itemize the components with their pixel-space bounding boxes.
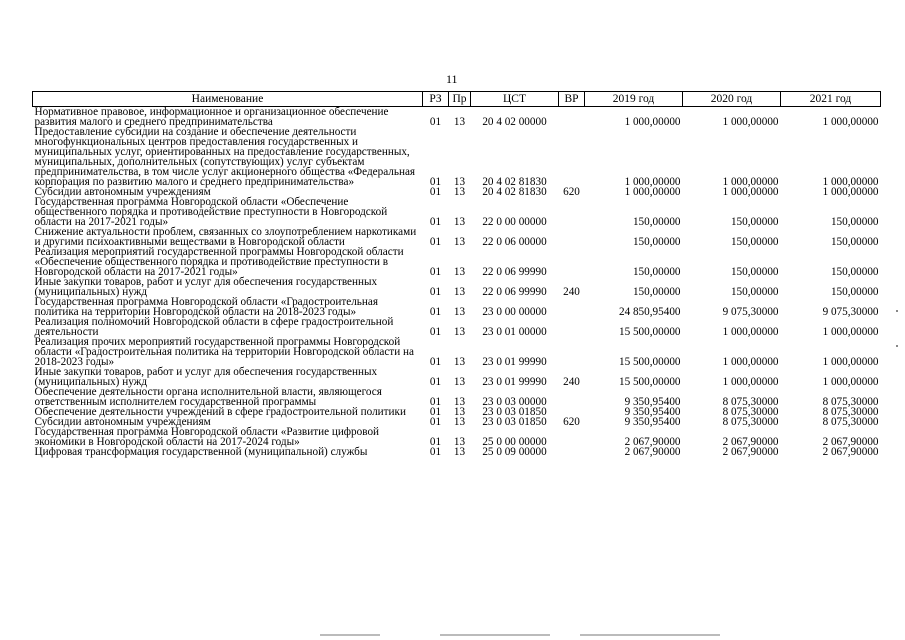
cell-2021: 1 000,00000 — [822, 116, 879, 128]
scan-artifact — [320, 634, 380, 636]
cell-2021: 150,00000 — [830, 266, 879, 278]
cell-vr — [559, 127, 585, 187]
cell-name: Обеспечение деятельности учреждений в сфере градостроительной политики — [34, 406, 406, 418]
cell-pr: 13 — [453, 416, 466, 428]
cell-vr: 240 — [563, 376, 580, 388]
budget-table — [32, 91, 881, 457]
cell-rz: 01 — [429, 446, 442, 458]
cell-vr — [559, 297, 585, 317]
cell-2020: 1 000,00000 — [722, 356, 779, 368]
cell-2020: 150,00000 — [730, 236, 779, 248]
cell-rz: 01 — [429, 186, 442, 198]
table-row — [33, 107, 881, 128]
cell-rz: 01 — [429, 396, 442, 408]
table-row — [33, 277, 881, 297]
cell-2020: 2 067,90000 — [722, 436, 779, 448]
cell-2019: 150,00000 — [632, 236, 681, 248]
cell-2020: 1 000,00000 — [722, 326, 779, 338]
cell-vr: 620 — [563, 416, 580, 428]
cell-2021: 1 000,00000 — [822, 376, 879, 388]
table-body — [33, 107, 881, 458]
cell-pr: 13 — [453, 356, 466, 368]
cell-name: Иные закупки товаров, работ и услуг для обеспечения государственных (муниципальных) нужд — [34, 366, 378, 388]
header-pr: Пр — [449, 92, 471, 107]
cell-2021: 150,00000 — [830, 236, 879, 248]
cell-pr: 13 — [453, 266, 466, 278]
cell-name: Субсидии автономным учреждениям — [34, 416, 211, 428]
table-row — [33, 247, 881, 277]
scan-artifact — [580, 634, 720, 636]
cell-name: Реализация мероприятий государственной программы Новгородской области «Обеспечение общественного порядка и противодействие преступности в Новгородской области на 2017-2021 годы» — [34, 246, 404, 278]
cell-rz: 01 — [429, 326, 442, 338]
cell-2021: 8 075,30000 — [822, 416, 879, 428]
cell-2019: 15 500,00000 — [618, 326, 681, 338]
cell-2020: 8 075,30000 — [722, 396, 779, 408]
cell-vr — [559, 447, 585, 457]
cell-2020: 150,00000 — [730, 216, 779, 228]
cell-2021: 1 000,00000 — [822, 176, 879, 188]
cell-rz: 01 — [429, 216, 442, 228]
cell-pr: 13 — [453, 116, 466, 128]
cell-name: Нормативное правовое, информационное и организационное обеспечение развития малого и среднего предпринимательства — [34, 106, 389, 128]
cell-cst: 23 0 03 00000 — [482, 396, 547, 408]
cell-2019: 1 000,00000 — [624, 116, 681, 128]
cell-cst: 23 0 01 00000 — [482, 326, 547, 338]
cell-2021: 1 000,00000 — [822, 186, 879, 198]
table-row — [33, 127, 881, 187]
cell-vr: 240 — [563, 286, 580, 298]
cell-2021: 8 075,30000 — [822, 406, 879, 418]
table-row — [33, 297, 881, 317]
cell-2021: 1 000,00000 — [822, 356, 879, 368]
cell-2020: 1 000,00000 — [722, 116, 779, 128]
header-vr: ВР — [559, 92, 585, 107]
table-row — [33, 447, 881, 457]
cell-2019: 9 350,95400 — [624, 396, 681, 408]
cell-2020: 8 075,30000 — [722, 416, 779, 428]
cell-rz: 01 — [429, 306, 442, 318]
cell-2021: 8 075,30000 — [822, 396, 879, 408]
cell-2019: 9 350,95400 — [624, 406, 681, 418]
cell-2019: 2 067,90000 — [624, 446, 681, 458]
header-name: Наименование — [33, 92, 423, 107]
table-row — [33, 387, 881, 407]
cell-rz: 01 — [429, 356, 442, 368]
cell-name: Государственная программа Новгородской области «Градостроительная политика на территории Новгородской области на 2018-2023 годы» — [34, 296, 379, 318]
cell-cst: 23 0 03 01850 — [482, 416, 547, 428]
table-row — [33, 427, 881, 447]
table-row — [33, 197, 881, 227]
cell-pr: 13 — [453, 186, 466, 198]
cell-pr: 13 — [453, 376, 466, 388]
cell-name: Иные закупки товаров, работ и услуг для обеспечения государственных (муниципальных) нужд — [34, 276, 378, 298]
cell-pr: 13 — [453, 436, 466, 448]
cell-cst: 25 0 00 00000 — [482, 436, 547, 448]
scan-artifact — [440, 634, 550, 636]
cell-2021: 150,00000 — [830, 216, 879, 228]
cell-pr: 13 — [453, 306, 466, 318]
cell-pr: 13 — [453, 446, 466, 458]
cell-2019: 15 500,00000 — [618, 356, 681, 368]
cell-name: Цифровая трансформация государственной (муниципальной) службы — [34, 446, 368, 458]
cell-cst: 22 0 06 00000 — [482, 236, 547, 248]
cell-cst: 25 0 09 00000 — [482, 446, 547, 458]
cell-2019: 150,00000 — [632, 286, 681, 298]
cell-rz: 01 — [429, 406, 442, 418]
cell-name: Предоставление субсидии на создание и обеспечение деятельности многофункциональных центров предоставления государственных и муниципальных услуг, ориентированных на предоставление государственных, муниципальных, дополнительных (сопутствующих) услуг субъектам предпринимательства, в том числе услуг акционерного общества «Федеральная корпорация по развитию малого и среднего предпринимательства» — [34, 126, 416, 188]
cell-rz: 01 — [429, 176, 442, 188]
cell-pr: 13 — [453, 406, 466, 418]
cell-vr — [559, 317, 585, 337]
cell-pr: 13 — [453, 396, 466, 408]
header-rz: РЗ — [423, 92, 449, 107]
cell-name: Реализация полномочий Новгородской области в сфере градостроительной деятельности — [34, 316, 394, 338]
cell-name: Снижение актуальности проблем, связанных со злоупотреблением наркотиками и другими психоактивными веществами в Новгородской области — [34, 226, 417, 248]
cell-2020: 1 000,00000 — [722, 376, 779, 388]
cell-2021: 2 067,90000 — [822, 446, 879, 458]
table-row — [33, 227, 881, 247]
cell-vr — [559, 197, 585, 227]
cell-cst: 22 0 00 00000 — [482, 216, 547, 228]
cell-pr: 13 — [453, 286, 466, 298]
cell-2021: 2 067,90000 — [822, 436, 879, 448]
cell-2019: 15 500,00000 — [618, 376, 681, 388]
table-header-row — [33, 92, 881, 107]
cell-name: Реализация прочих мероприятий государственной программы Новгородской области «Градостроительная политика на территории Новгородской области на 2018-2023 годы» — [34, 336, 414, 368]
cell-name: Обеспечение деятельности органа исполнительной власти, являющегося ответственным исполнителем государственной программы — [34, 386, 382, 408]
cell-vr — [559, 247, 585, 277]
cell-cst: 20 4 02 81830 — [482, 186, 547, 198]
cell-name: Государственная программа Новгородской области «Развитие цифровой экономики в Новгородской области на 2017-2024 годы» — [34, 426, 380, 448]
cell-2020: 2 067,90000 — [722, 446, 779, 458]
cell-cst: 23 0 01 99990 — [482, 376, 547, 388]
cell-pr: 13 — [453, 236, 466, 248]
cell-vr — [559, 107, 585, 128]
cell-rz: 01 — [429, 116, 442, 128]
cell-cst: 23 0 03 01850 — [482, 406, 547, 418]
cell-cst: 23 0 00 00000 — [482, 306, 547, 318]
cell-pr: 13 — [453, 326, 466, 338]
cell-vr — [559, 387, 585, 407]
cell-2021: 150,00000 — [830, 286, 879, 298]
scan-artifact — [896, 345, 898, 347]
cell-vr — [559, 337, 585, 367]
cell-pr: 13 — [453, 216, 466, 228]
cell-vr — [559, 227, 585, 247]
table-row — [33, 367, 881, 387]
cell-rz: 01 — [429, 266, 442, 278]
cell-2019: 1 000,00000 — [624, 176, 681, 188]
cell-2020: 8 075,30000 — [722, 406, 779, 418]
cell-cst: 20 4 02 00000 — [482, 116, 547, 128]
cell-cst: 22 0 06 99990 — [482, 286, 547, 298]
cell-2019: 24 850,95400 — [618, 306, 681, 318]
cell-name: Субсидии автономным учреждениям — [34, 186, 211, 198]
cell-cst: 20 4 02 81830 — [482, 176, 547, 188]
cell-rz: 01 — [429, 376, 442, 388]
cell-name: Государственная программа Новгородской области «Обеспечение общественного порядка и противодействие преступности в Новгородской области на 2017-2021 годы» — [34, 196, 388, 228]
cell-cst: 22 0 06 99990 — [482, 266, 547, 278]
table-row — [33, 337, 881, 367]
cell-2019: 150,00000 — [632, 216, 681, 228]
table-row — [33, 317, 881, 337]
cell-vr — [559, 427, 585, 447]
cell-rz: 01 — [429, 416, 442, 428]
cell-2020: 1 000,00000 — [722, 186, 779, 198]
header-2021: 2021 год — [781, 92, 881, 107]
cell-2019: 9 350,95400 — [624, 416, 681, 428]
cell-2019: 1 000,00000 — [624, 186, 681, 198]
cell-2019: 150,00000 — [632, 266, 681, 278]
cell-2020: 9 075,30000 — [722, 306, 779, 318]
cell-rz: 01 — [429, 236, 442, 248]
cell-2020: 150,00000 — [730, 266, 779, 278]
page-number: 11 — [446, 72, 458, 86]
scan-artifact — [896, 310, 898, 312]
cell-vr: 620 — [563, 186, 580, 198]
header-2020: 2020 год — [683, 92, 781, 107]
cell-2020: 1 000,00000 — [722, 176, 779, 188]
header-2019: 2019 год — [585, 92, 683, 107]
header-cst: ЦСТ — [471, 92, 559, 107]
cell-2021: 1 000,00000 — [822, 326, 879, 338]
cell-2019: 2 067,90000 — [624, 436, 681, 448]
cell-cst: 23 0 01 99990 — [482, 356, 547, 368]
cell-2021: 9 075,30000 — [822, 306, 879, 318]
cell-2020: 150,00000 — [730, 286, 779, 298]
cell-rz: 01 — [429, 286, 442, 298]
cell-pr: 13 — [453, 176, 466, 188]
cell-rz: 01 — [429, 436, 442, 448]
